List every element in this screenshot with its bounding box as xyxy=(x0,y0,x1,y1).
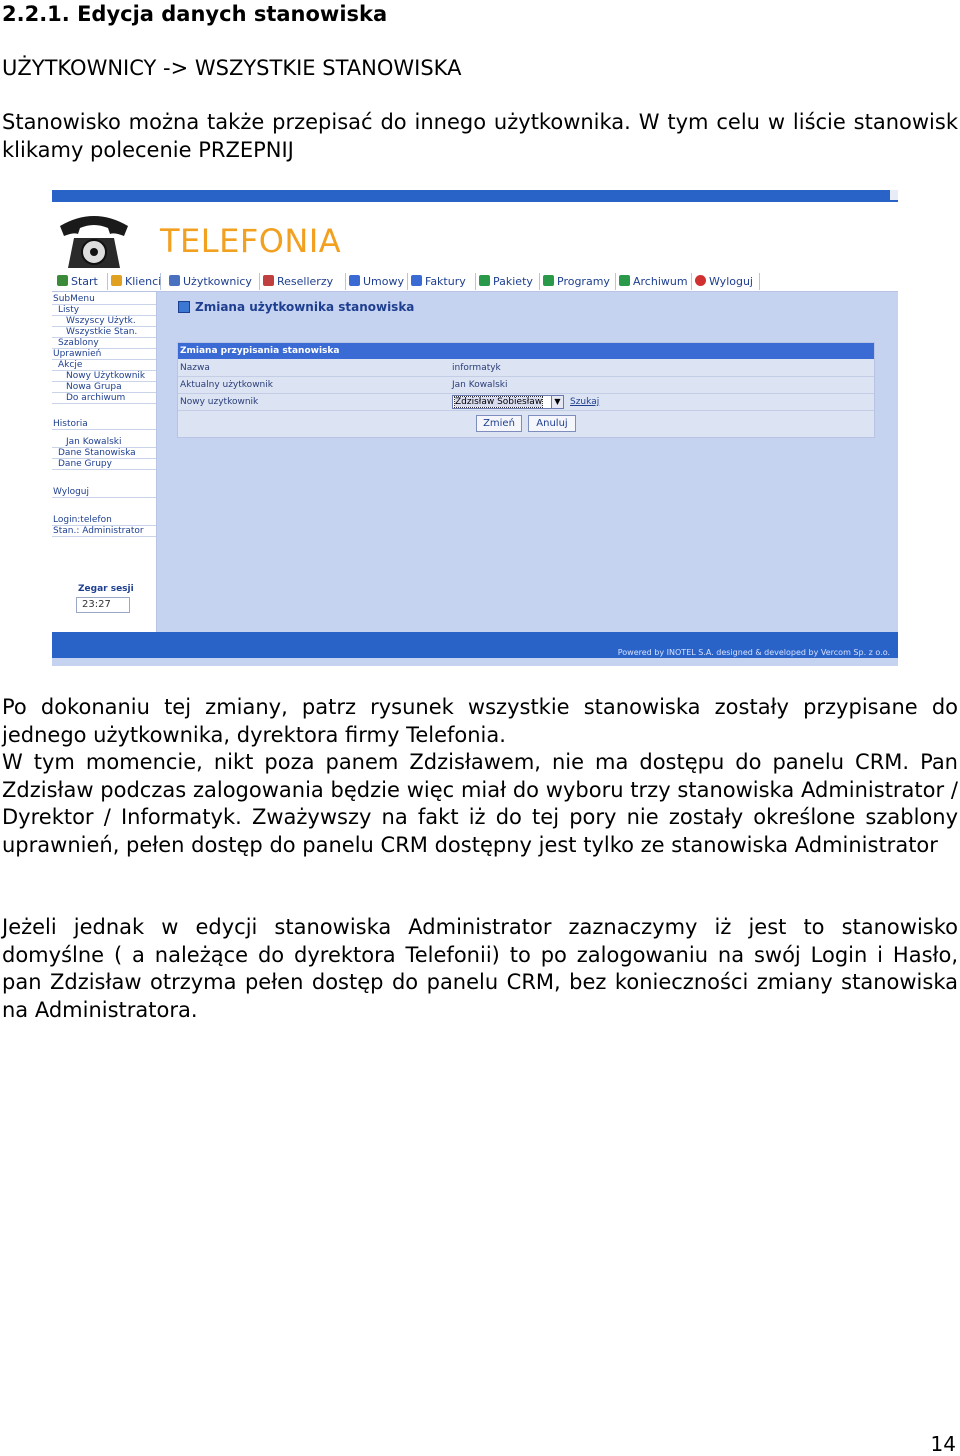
nav-resellerzy[interactable]: Resellerzy xyxy=(260,273,346,290)
reassign-form xyxy=(177,342,875,438)
sidebar-submenu: SubMenu xyxy=(52,294,156,305)
app-header xyxy=(52,190,898,270)
document-icon xyxy=(349,275,360,286)
sidebar-item-wyloguj[interactable]: Wyloguj xyxy=(52,487,156,498)
sidebar-item-nowy-uzytkownik[interactable]: Nowy Użytkownik xyxy=(52,371,156,382)
search-link[interactable]: Szukaj xyxy=(570,397,600,407)
nav-programy[interactable]: Programy xyxy=(540,273,616,290)
intro-paragraph: Stanowisko można także przepisać do innego użytkownika. W tym celu w liście stanowisk klikamy polecenie PRZEPNIJ xyxy=(2,110,958,162)
sidebar-akcje: Akcje xyxy=(52,360,156,371)
telephone-logo-icon xyxy=(54,204,134,274)
sidebar-item-nowa-grupa[interactable]: Nowa Grupa xyxy=(52,382,156,393)
field-label: Aktualny użytkownik xyxy=(180,380,273,390)
sidebar-historia: Historia xyxy=(52,419,156,430)
nav-pakiety[interactable]: Pakiety xyxy=(476,273,540,290)
sidebar-item-dane-grupy[interactable]: Dane Grupy xyxy=(52,459,156,470)
nav-archiwum[interactable]: Archiwum xyxy=(616,273,692,290)
nav-uzytkownicy[interactable]: Użytkownicy xyxy=(166,273,260,290)
users-icon xyxy=(169,275,180,286)
form-header: Zmiana przypisania stanowiska xyxy=(178,343,874,359)
app-footer xyxy=(52,632,898,658)
archive-icon xyxy=(619,275,630,286)
content-title: Zmiana użytkownika stanowiska xyxy=(178,300,414,314)
chevron-down-icon: ▼ xyxy=(551,396,563,408)
nav-faktury[interactable]: Faktury xyxy=(408,273,476,290)
sidebar-stan: Stan.: Administrator xyxy=(52,526,156,537)
sidebar-item-dane-stanowiska[interactable]: Dane Stanowiska xyxy=(52,448,156,459)
page-number: 14 xyxy=(930,1432,956,1456)
form-icon xyxy=(178,301,190,313)
paragraph-2: W tym momencie, nikt poza panem Zdzisławem, nie ma dostępu do panelu CRM. Pan Zdzisław podczas zalogowania będzie więc miał do wyboru trzy stanowiska Administrator / Dyrektor / Informatyk. Zważywszy na fakt iż do tej pory nie zostały określone szablony uprawnień, pełen dostęp do panelu CRM dostępny jest tylko ze stanowiska Administrator xyxy=(2,750,958,857)
sidebar xyxy=(52,292,157,632)
navigation-path: UŻYTKOWNICY -> WSZYSTKIE STANOWISKA xyxy=(2,56,462,80)
invoice-icon xyxy=(411,275,422,286)
nav-umowy[interactable]: Umowy xyxy=(346,273,408,290)
footer-credit: Powered by INOTEL S.A. designed & developed by Vercom Sp. z o.o. xyxy=(617,648,890,657)
nav-wyloguj[interactable]: Wyloguj xyxy=(692,273,760,290)
sidebar-listy: Listy xyxy=(52,305,156,316)
sidebar-item-szablony[interactable]: Szablony xyxy=(52,338,156,349)
brand-title: TELEFONIA xyxy=(160,222,342,260)
main-content xyxy=(158,292,898,632)
nav-klienci[interactable]: Klienci xyxy=(108,273,161,290)
change-button[interactable]: Zmień xyxy=(476,415,522,432)
session-clock-label: Zegar sesji xyxy=(78,584,134,594)
form-row xyxy=(178,360,874,377)
form-actions xyxy=(178,411,874,438)
field-value: informatyk xyxy=(452,363,501,373)
package-icon xyxy=(479,275,490,286)
scrollbar[interactable] xyxy=(890,190,898,200)
home-icon xyxy=(57,275,68,286)
app-screenshot xyxy=(52,190,898,666)
paragraph-3: Jeżeli jednak w edycji stanowiska Administrator zaznaczymy iż jest to stanowisko domyślne ( a należące do dyrektora Telefonii) to po zalogowaniu na swój Login i Hasło, pan Zdzisław otrzyma pełen dostęp do panelu CRM, bez konieczności zmiany stanowiska na Administratora. xyxy=(2,915,958,1022)
section-heading: 2.2.1. Edycja danych stanowiska xyxy=(2,2,388,26)
main-nav xyxy=(52,270,898,292)
user-icon xyxy=(111,275,122,286)
program-icon xyxy=(543,275,554,286)
reseller-icon xyxy=(263,275,274,286)
paragraph-1: Po dokonaniu tej zmiany, patrz rysunek wszystkie stanowiska zostały przypisane do jednego użytkownika, dyrektora firmy Telefonia. xyxy=(2,695,958,747)
nav-start[interactable]: Start xyxy=(54,273,108,290)
sidebar-item-uprawnien[interactable]: Uprawnień xyxy=(52,349,156,360)
field-value: Jan Kowalski xyxy=(452,380,508,390)
field-label: Nazwa xyxy=(180,363,210,373)
new-user-select[interactable]: Zdzisław Sobiesław ▼ xyxy=(452,395,564,409)
field-label: Nowy uzytkownik xyxy=(180,397,259,407)
sidebar-item-wszystkie[interactable]: Wszystkie Stan. xyxy=(52,327,156,338)
sidebar-item-wszyscy[interactable]: Wszyscy Użytk. xyxy=(52,316,156,327)
sidebar-item-do-archiwum[interactable]: Do archiwum xyxy=(52,393,156,404)
form-row xyxy=(178,394,874,411)
cancel-button[interactable]: Anuluj xyxy=(528,415,576,432)
sidebar-item-jan[interactable]: Jan Kowalski xyxy=(52,437,156,448)
logout-icon xyxy=(695,275,706,286)
session-clock-value: 23:27 xyxy=(76,597,130,613)
sidebar-login: Login:telefon xyxy=(52,515,156,526)
form-row xyxy=(178,377,874,394)
